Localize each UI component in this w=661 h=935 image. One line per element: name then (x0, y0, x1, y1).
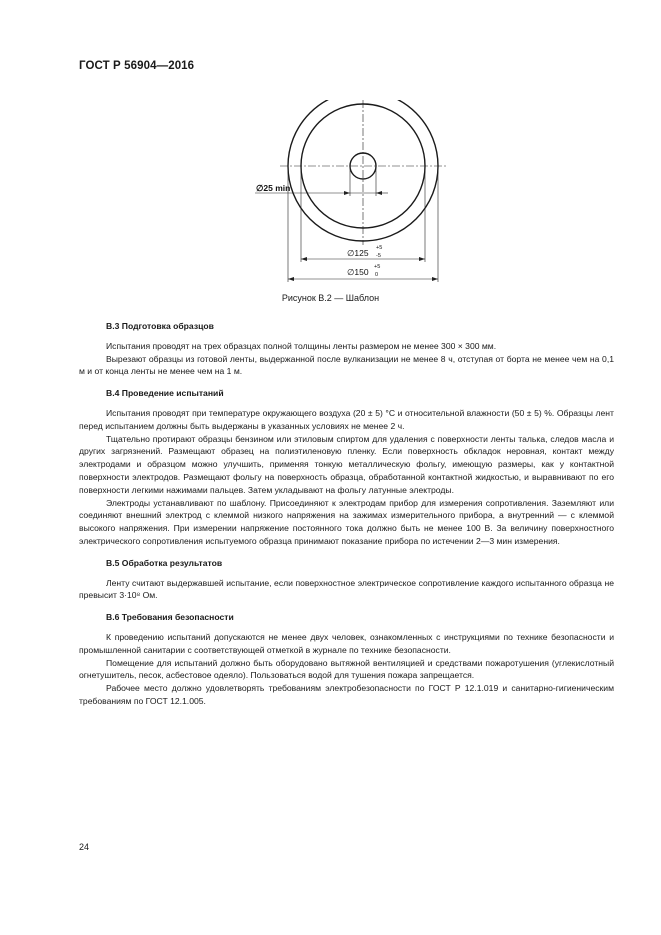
page-number: 24 (79, 842, 90, 852)
middle-dim-arrow-right (419, 257, 425, 261)
middle-dim-arrow-left (301, 257, 307, 261)
middle-dim-tol-upper: +5 (376, 245, 383, 251)
middle-dim-tol-lower: -5 (376, 253, 381, 259)
paragraph: Тщательно протирают образцы бензином или этиловым спиртом для удаления с поверхности ленты талька, следов масла и других загрязнений. Размещают образец на полиэтиленовую пленку. Если поверхность обкладок неровная, контакт между электродами и образцом можно улучшить, применяя тонкую металлическую фольгу, имеющую размеры, как у контактной поверхности электродов. Размещают фольгу на поверхность образца, обработанной контактной жидкостью, и выравнивают по его поверхности легкими нажимами пальцев. Затем укладывают на фольгу латунные электроды. (79, 433, 614, 495)
template-drawing (250, 100, 450, 285)
section-b5 (79, 557, 614, 602)
outer-dim-tol-upper: +5 (374, 264, 381, 270)
section-title: В.6 Требования безопасности (106, 612, 234, 623)
template-figure (250, 100, 450, 285)
document-header: ГОСТ Р 56904—2016 (79, 60, 195, 72)
figure-caption: Рисунок В.2 — Шаблон (281, 293, 380, 303)
outer-dim-arrow-left (288, 277, 294, 281)
section-title: В.5 Обработка результатов (106, 557, 223, 568)
paragraph: Помещение для испытаний должно быть оборудовано вытяжной вентиляцией и средствами пожаротушения (углекислотный огнетушитель, песок, асбестовое одеяло). Пользоваться водой для тушения пожара запрещается. (79, 657, 614, 681)
outer-dim-arrow-right (432, 277, 438, 281)
paragraph: Вырезают образцы из готовой ленты, выдержанной после вулканизации не менее 8 ч, отступая от борта не менее чем на 0,1 м и от конца ленты не менее чем на 1 м. (79, 353, 614, 377)
paragraph: Испытания проводят при температуре окружающего воздуха (20 ± 5) °С и относительной влажности (50 ± 5) %. Образцы лент перед испытанием должны быть выдержаны в указанных условиях не менее 2 ч. (79, 407, 614, 431)
inner-dim-arrow-left (344, 191, 350, 195)
middle-dim-label: ∅125 (347, 248, 369, 258)
outer-dim-label: ∅150 (347, 267, 369, 277)
section-b4 (79, 387, 614, 548)
inner-dim-label: ∅25 min (256, 183, 291, 193)
section-title: В.4 Проведение испытаний (106, 388, 224, 399)
section-title: В.3 Подготовка образцов (106, 321, 214, 331)
paragraph: Рабочее место должно удовлетворять требованиям электробезопасности по ГОСТ Р 12.1.019 и санитарно-гигиеническим требованиям по ГОСТ 12.1.005. (79, 683, 614, 706)
section-b6 (79, 611, 614, 708)
document-body (79, 320, 614, 717)
paragraph: Электроды устанавливают по шаблону. Присоединяют к электродам прибор для измерения сопротивления. Заземляют или соединяют внешний электрод с клеммой низкого напряжения на зажимах измерительного прибора, а внутренний — с клеммой высокого напряжения. При измерении напряжение постоянного тока должно быть не менее 100 В. За величину поверхностного электрического сопротивления испытуемого образца принимают показание прибора по истечении 2—3 мин измерения. (79, 497, 614, 546)
paragraph: Ленту считают выдержавшей испытание, если поверхностное электрическое сопротивление каждого испытанного образца не превысит 3·10⁸ Ом. (79, 577, 614, 601)
outer-dim-tol-lower: 0 (375, 272, 379, 278)
paragraph: К проведению испытаний допускаются не менее двух человек, ознакомленных с инструкциями по технике безопасности и промышленной санитарии с соответствующей отметкой в журнале по технике безопасности. (79, 631, 614, 655)
section-b3 (79, 320, 614, 378)
paragraph: Испытания проводят на трех образцах полной толщины ленты размером не менее 300 × 300 мм. (106, 340, 497, 351)
